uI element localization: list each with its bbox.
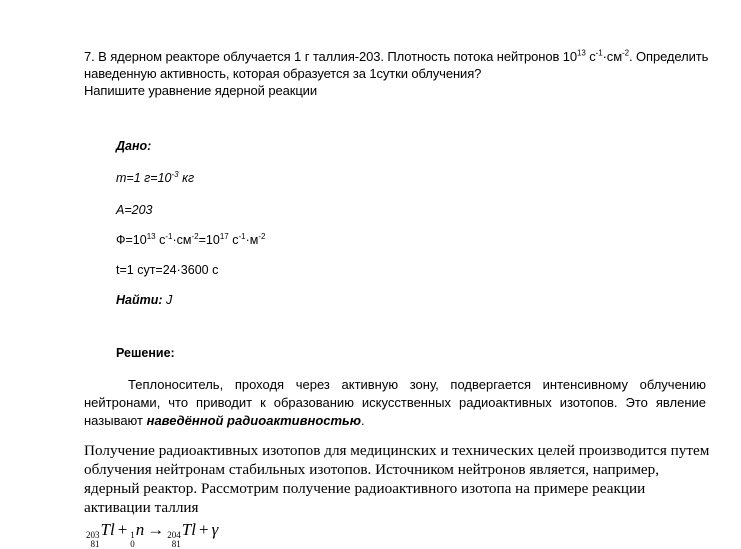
thallium-204-nuclide: 204 81 Tl <box>167 520 196 549</box>
term-induced-radioactivity: наведённой радиоактивностью <box>146 413 362 428</box>
gamma-symbol: γ <box>211 520 219 539</box>
find-value: J <box>162 293 173 307</box>
neutron-nuclide: 1 0 n <box>130 520 145 549</box>
solution-paragraph: Теплоноситель, проходя через активную зону, подвергается интенсивному облучению нейтронами, что приводит к образованию искусственных радиоактивных изотопов. Это явление называют наведённой радиоактивностью. <box>84 377 706 428</box>
problem-task: Напишите уравнение ядерной реакции <box>84 83 317 98</box>
given-mass-number: A=203 <box>116 203 153 217</box>
find-line <box>116 292 172 308</box>
given-flux: $Ф=10^{13}$ $с^{-1}\cdot см^{-2}=10^{17}$ $с^{-1}\cdot м^{-2}$ <box>116 231 266 247</box>
solution-heading: Решение: <box>116 346 175 360</box>
reaction-arrow: → <box>147 520 165 539</box>
isotope-production-paragraph: Получение радиоактивных изотопов для медицинских и технических целей производится путем облучения нейтронам стабильных изотопов. Источником нейтронов является, например, ядерный реактор. Рассмотрим получение радиоактивного изотопа на примере реакции активации таллия <box>84 442 710 516</box>
given-time: t=1 сут=24·3600 с <box>116 263 219 277</box>
nuclear-reaction-equation: 203 81 Tl + 1 0 n → 204 81 Tl + γ <box>86 520 219 549</box>
thallium-203-nuclide: 203 81 Tl <box>86 520 115 549</box>
find-label: Найти: <box>116 293 163 307</box>
problem-statement <box>84 48 714 99</box>
given-heading: Дано: <box>116 139 152 153</box>
given-mass: m=1 $г=10^{-3}$ кг <box>116 169 195 185</box>
problem-text: 7. В ядерном реакторе облучается 1 г таллия-203. Плотность потока нейтронов $10^{13}$ $с^{-1}\cdot см^{-2}$. Определить наведенную активность, которая образуется за 1сутки облучения? <box>84 48 709 81</box>
